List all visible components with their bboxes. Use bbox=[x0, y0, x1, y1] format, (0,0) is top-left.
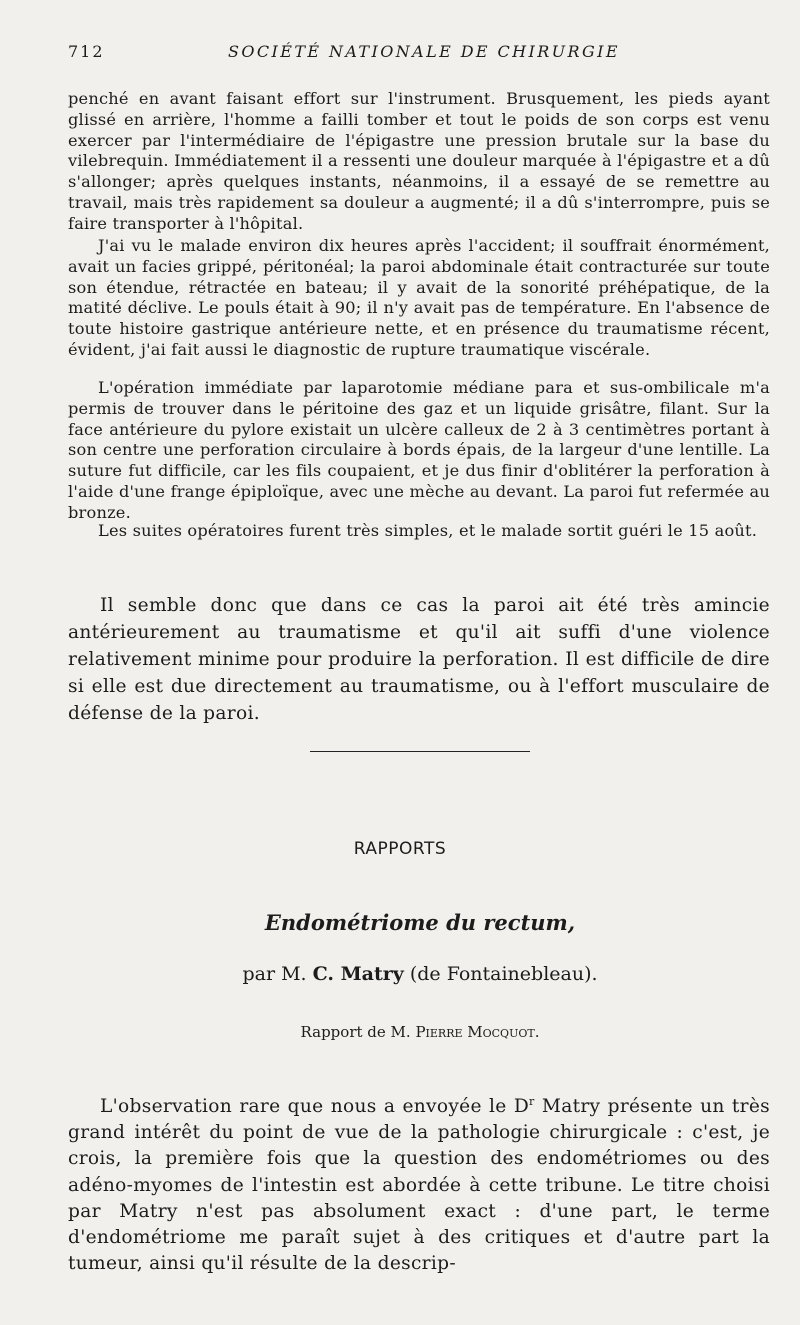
byline-suffix: (de Fontainebleau). bbox=[409, 963, 598, 985]
page-number: 712 bbox=[68, 42, 105, 61]
paragraph-text: penché en avant faisant effort sur l'instrument. Brusquement, les pieds ayant glissé en arrière, l'homme a failli tomber et tout le poids de son corps est venu exercer par l'intermédiaire de l'épigastre une pression brutale sur la base du vilebrequin. Immédiatement il a ressenti une douleur marquée à l'épigastre et a dû s'allonger; après quelques instants, néanmoins, il a essayé de se remettre au travail, mais très rapidement sa douleur a augmenté; il a dû s'interrompre, puis se faire transporter à l'hôpital. bbox=[68, 89, 770, 233]
case-paragraph-3 bbox=[68, 378, 770, 524]
report-attribution bbox=[0, 1023, 800, 1041]
paragraph-text: J'ai vu le malade environ dix heures après l'accident; il souffrait énormément, avait un facies grippé, péritonéal; la paroi abdominale était contracturée sur toute son étendue, rétractée en bateau; il y avait de la sonorité préhépatique, de la matité déclive. Le pouls était à 90; il n'y avait pas de température. En l'absence de toute histoire gastrique antérieure nette, et en présence du traumatisme récent, évident, j'ai fait aussi le diagnostic de rupture traumatique viscérale. bbox=[68, 236, 770, 359]
running-title: SOCIÉTÉ NATIONALE DE CHIRURGIE bbox=[228, 42, 620, 61]
case-paragraph-2 bbox=[68, 236, 770, 361]
section-divider bbox=[310, 751, 530, 752]
doctor-superscript: r bbox=[529, 1094, 535, 1108]
paragraph-text: Les suites opératoires furent très simples, et le malade sortit guéri le 15 août. bbox=[98, 521, 758, 540]
body-text-rest: Matry présente un très grand intérêt du point de vue de la pathologie chirurgicale : c'est, je crois, la première fois que la question des endométriomes ou des adéno-myomes de l'intestin est abordée à cette tribune. Le titre choisi par Matry n'est pas absolument exact : d'une part, le terme d'endométriome me paraît sujet à des critiques et d'autre part la tumeur, ainsi qu'il résulte de la descrip- bbox=[68, 1096, 770, 1275]
conclusion-paragraph bbox=[68, 592, 770, 727]
byline-prefix: par M. bbox=[242, 963, 307, 985]
case-paragraph-4 bbox=[68, 521, 770, 542]
paragraph-text: L'opération immédiate par laparotomie médiane para et sus-ombilicale m'a permis de trouver dans le péritoine des gaz et un liquide grisâtre, filant. Sur la face antérieure du pylore existait un ulcère calleux de 2 à 3 centimètres portant à son centre une perforation circulaire à bords épais, de la largeur d'une lentille. La suture fut difficile, car les fils coupaient, et je dus finir d'oblitérer la perforation à l'aide d'une frange épiploïque, avec une mèche au devant. La paroi fut refermée au bronze. bbox=[68, 378, 770, 522]
page-header bbox=[68, 42, 768, 68]
author-name: C. Matry bbox=[312, 963, 404, 985]
case-paragraph-1 bbox=[68, 89, 770, 235]
report-body-paragraph bbox=[68, 1094, 770, 1277]
section-heading: RAPPORTS bbox=[353, 839, 447, 859]
article-byline bbox=[0, 963, 800, 985]
paragraph-text: Il semble donc que dans ce cas la paroi ait été très amincie antérieurement au traumatisme et qu'il ait suffi d'une violence relativement minime pour produire la perforation. Il est difficile de dire si elle est due directement au traumatisme, ou à l'effort musculaire de défense de la paroi. bbox=[68, 595, 770, 724]
report-prefix: Rapport de M. bbox=[300, 1023, 411, 1041]
article-title: Endométriome du rectum, bbox=[264, 910, 576, 935]
body-text-start: L'observation rare que nous a envoyée le D bbox=[100, 1096, 530, 1117]
reporter-name: Pierre Mocquot. bbox=[415, 1023, 540, 1041]
